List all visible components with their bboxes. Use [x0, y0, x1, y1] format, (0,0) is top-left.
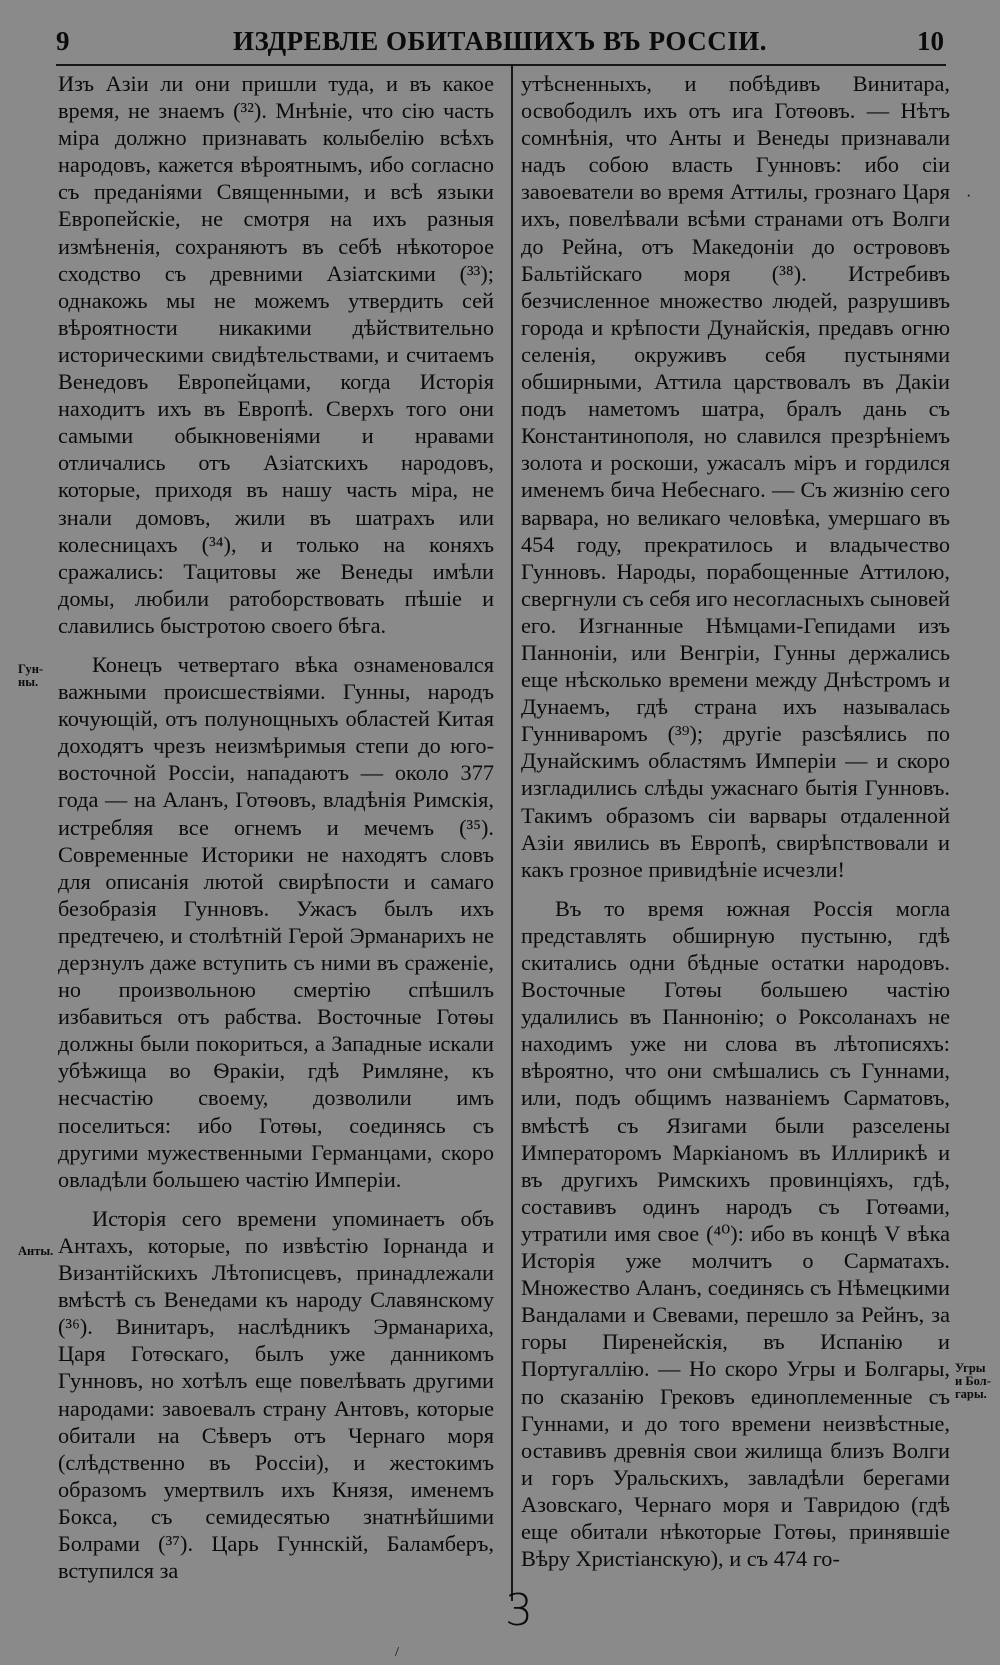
running-title: ИЗДРЕВЛЕ ОБИТАВШИХЪ ВЪ РОССІИ. — [232, 26, 768, 56]
margin-note-gunny: Гун- ны. — [18, 662, 44, 689]
page-number-right: 10 — [917, 26, 944, 56]
handwritten-page-mark: 3 — [505, 1585, 533, 1636]
stray-mark: · — [966, 188, 972, 205]
margin-note-ugry: Угры и Бол- гары. — [955, 1361, 991, 1401]
paragraph: Въ то время южная Россія могла представлять обширную пустыню, гдѣ скитались одни бѣдные остатки народовъ. Восточные Готѳы большею частію удалились въ Паннонію; о Роксоланахъ не находимъ уже ни слова въ лѣтописяхъ: вѣроятно, что они смѣшались съ Гуннами, или, подъ общимъ названіемъ Сарматовъ, вмѣстѣ съ Язигами были разселены Императоромъ Маркіаномъ въ Иллирикѣ и въ другихъ Римскихъ провинціяхъ, гдѣ, составивъ одинъ народъ съ Готѳами, утратили имя свое (⁴⁰): ибо въ концѣ V вѣка Исторія уже молчитъ о Сарматахъ. Множество Аланъ, соединясь съ Нѣмецкими Вандалами и Свевами, перешло за Рейнъ, за горы Пиренейскія, въ Испанію и Португаллію. — Но скоро Угры и Болгары, по сказанію Грековъ единоплеменные съ Гуннами, и до того времени неизвѣстные, оставивъ древнія свои жилища близъ Волги и горъ Уральскихъ, завладѣли берегами Азовскаго, Чернаго моря и Тавридою (гдѣ еще обитали нѣкоторые Готѳы, принявшіе Вѣру Христіанскую), и съ 474 го- — [521, 895, 950, 1572]
paragraph: утѣсненныхъ, и побѣдивъ Винитара, освободилъ ихъ отъ ига Готѳовъ. — Нѣтъ сомнѣнія, что Анты и Венеды признавали надъ собою власть Гунновъ: ибо сіи завоеватели во время Аттилы, грознаго Царя ихъ, повелѣвали всѣми странами отъ Волги до Рейна, отъ Македоніи до острововъ Бальтійскаго моря (³⁸). Истребивъ безчисленное множество людей, разрушивъ города и крѣпости Дунайскія, предавъ огню селенія, окруживъ себя пустынями обширными, Аттила царствовалъ въ Дакіи подъ наметомъ шатра, бралъ дань съ Константинополя, но славился презрѣніемъ золота и роскоши, ужасалъ міръ и гордился именемъ бича Небеснаго. — Съ жизнію сего варвара, но великаго человѣка, умершаго въ 454 году, прекратилось и владычество Гунновъ. Народы, порабощенные Аттилою, свергнули съ себя иго несогласныхъ сыновей его. Изгнанные Нѣмцами-Гепидами изъ Панноніи, или Венгріи, Гунны держались еще нѣсколько времени между Днѣстромъ и Дунаемъ, гдѣ страна ихъ называлась Гунниваромъ (³⁹); другіе разсѣялись по Дунайскимъ областямъ Имперіи — и скоро изгладились слѣды ужаснаго бытія Гунновъ. Такимъ образомъ сіи варвары отдаленной Азіи явились въ Европѣ, свирѣпствовали и какъ грозное привидѣніе исчезли! — [521, 71, 951, 882]
stray-mark: / — [395, 1645, 399, 1660]
header-rule — [56, 64, 946, 66]
paragraph: Изъ Азіи ли они пришли туда, и въ какое время, не знаемъ (³²). Мнѣніе, что сію часть міра должно признавать колыбелію всѣхъ народовъ, кажется вѣроятнымъ, ибо согласно съ преданіями Священными, и всѣ языки Европейскіе, не смотря на ихъ разныя измѣненія, сохраняютъ въ себѣ нѣкоторое сходство съ древними Азіатскими (³³); однакожь мы не можемъ утвердить сей вѣроятности никакими дѣйствительно историческими свидѣтельствами, и считаемъ Венедовъ Европейцами, когда Исторія находитъ ихъ въ Европѣ. Сверхъ того они самыми обыкновеніями и нравами отличались отъ Азіатскихъ народовъ, которые, приходя въ нашу часть міра, не знали домовъ, жили въ шатрахъ или колесницахъ (³⁴), и только на коняхъ сражались: Тацитовы же Венеды имѣли домы, любили ратоборствовать пѣшіе и славились быстротою своего бѣга. — [58, 71, 494, 638]
page-header — [0, 22, 1000, 62]
right-column — [521, 70, 950, 1584]
column-divider — [511, 66, 513, 1601]
margin-note-anty: Анты. — [18, 1244, 54, 1258]
paragraph: Конецъ четвертаго вѣка ознаменовался важными происшествіями. Гунны, народъ кочующій, отъ полунощныхъ областей Китая доходятъ чрезъ неизмѣримыя степи до юго-восточной Россіи, нападаютъ — около 377 года — на Аланъ, Готѳовъ, владѣнія Римскія, истребляя все огнемъ и мечемъ (³⁵). Современные Историки не находятъ словъ для описанія лютой свирѣпости и самаго безобразія Гунновъ. Ужасъ былъ ихъ предтечею, и столѣтній Герой Эрманарихъ не дерзнулъ даже вступить съ ними въ сраженіе, но произвольною смертію спѣшилъ избавиться отъ рабства. Восточные Готѳы должны были покориться, а Западные искали убѣжища во Ѳракіи, гдѣ Римляне, къ несчастію своему, дозволили имъ поселиться: ибо Готѳы, соединясь съ другими мужественными Германцами, скоро овладѣли большею частію Имперіи. — [58, 651, 494, 1192]
left-column — [58, 70, 494, 1596]
page-number-left: 9 — [56, 26, 70, 56]
paragraph: Исторія сего времени упоминаетъ объ Антахъ, которые, по извѣстію Іорнанда и Византійскихъ Лѣтописцевъ, принадлежали вмѣстѣ съ Венедами къ народу Славянскому (³⁶). Винитаръ, наслѣдникъ Эрманариха, Царя Готѳскаго, былъ уже данникомъ Гунновъ, но хотѣлъ еще повелѣвать другими народами: завоевалъ страну Антовъ, которые обитали на Сѣверъ отъ Чернаго моря (слѣдственно въ Россіи), и жестокимъ образомъ умертвилъ ихъ Князя, именемъ Бокса, съ семидесятью знатнѣйшими Болрами (³⁷). Царь Гуннскій, Баламберъ, вступился за — [58, 1205, 494, 1584]
